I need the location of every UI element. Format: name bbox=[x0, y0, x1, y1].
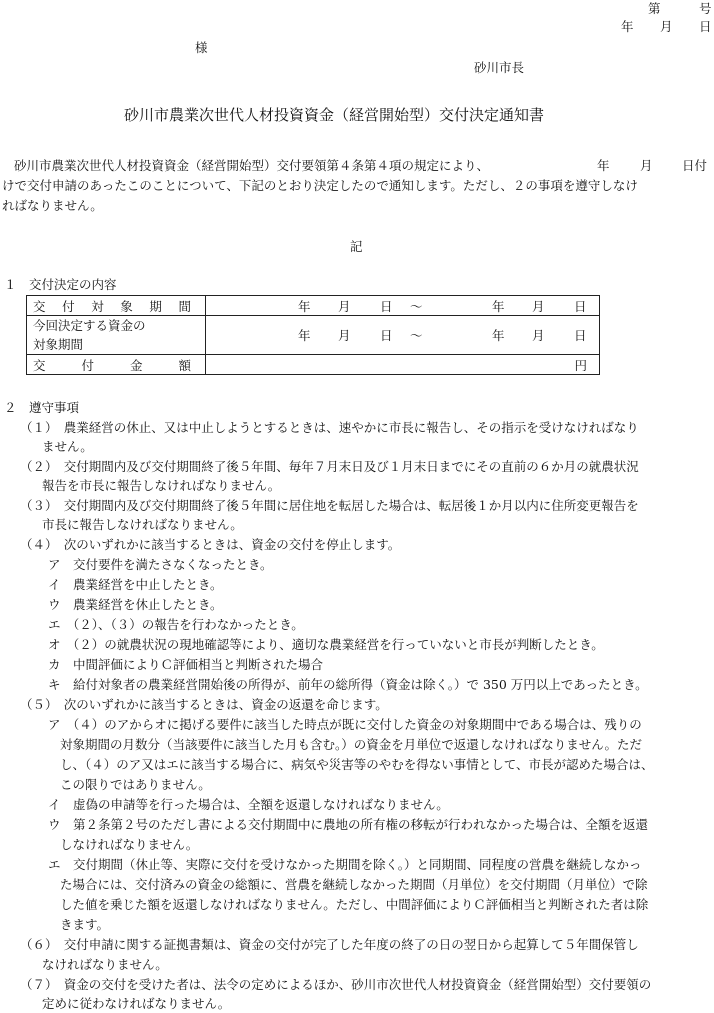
date-nen: 年 bbox=[621, 19, 634, 34]
label-cell bbox=[27, 355, 206, 375]
section1-heading: １ 交付決定の内容 bbox=[4, 277, 117, 292]
date-nichi: 日 bbox=[699, 19, 712, 34]
nichi-to: 日 bbox=[574, 298, 587, 314]
nen-from: 年 bbox=[298, 328, 311, 343]
rule-line: し、（４）のア又はエに該当する場合に、病気や災害等のやむを得ない事情として、市長が認めた場合は、 bbox=[60, 757, 654, 772]
gatsu-from: 月 bbox=[338, 328, 351, 343]
label-char: 金 bbox=[129, 357, 143, 373]
rule-line: ません。 bbox=[42, 439, 93, 454]
nen-to: 年 bbox=[492, 328, 505, 343]
label-char: 期 bbox=[149, 298, 162, 314]
rule-line: オ （２）の就農状況の現地確認等により、適切な農業経営を行っていないと市長が判断したとき。 bbox=[48, 637, 604, 652]
rule-line: た場合には、交付済みの資金の総額に、営農を継続しなかった期間（月単位）を交付期間（月単位）で除 bbox=[60, 877, 648, 892]
gatsu-to: 月 bbox=[532, 328, 545, 343]
label-char: 付 bbox=[62, 298, 75, 314]
rule-line: （７） 資金の交付を受けた者は、法令の定めによるほか、砂川市次世代人材投資資金（経営開始型）交付要領の bbox=[20, 977, 652, 992]
intro-gatsu: 月 bbox=[640, 158, 653, 173]
nen-from: 年 bbox=[298, 298, 311, 314]
label-char: 交 bbox=[33, 298, 46, 314]
rule-line: した値を乗じた額を返還しなければなりません。ただし、中間評価によりＣ評価相当と判断された者は除 bbox=[60, 897, 649, 912]
label-cell bbox=[27, 316, 206, 355]
label-char: 間 bbox=[178, 298, 191, 314]
document-title: 砂川市農業次世代人材投資資金（経営開始型）交付決定通知書 bbox=[124, 106, 545, 124]
rule-line: きます。 bbox=[60, 917, 110, 932]
rule-line: カ 中間評価によりＣ評価相当と判断された場合 bbox=[48, 657, 324, 672]
label-char: 交 bbox=[33, 357, 46, 373]
rule-line: エ （２）、（３）の報告を行わなかったとき。 bbox=[48, 617, 304, 632]
yen-unit: 円 bbox=[574, 357, 587, 373]
label-char: 象 bbox=[120, 298, 133, 314]
table-row bbox=[27, 296, 600, 316]
rule-line: 定めに従わなければなりません。 bbox=[42, 996, 231, 1011]
ki-marker: 記 bbox=[350, 239, 363, 254]
rule-line: （１） 農業経営の休止、又は中止しようとするときは、速やかに市長に報告し、その指示を受けなければなり bbox=[20, 420, 639, 435]
gatsu-from: 月 bbox=[338, 298, 351, 314]
number-dai: 第 bbox=[648, 1, 661, 16]
rule-line: 報告を市長に報告しなければなりません。 bbox=[42, 478, 281, 493]
nichi-from: 日 bbox=[380, 298, 393, 314]
intro-nichi: 日付 bbox=[682, 158, 708, 173]
gatsu-to: 月 bbox=[532, 298, 545, 314]
addressee-sama: 様 bbox=[195, 40, 208, 55]
range-tilde: ～ bbox=[410, 328, 423, 343]
rule-line: イ 農業経営を中止したとき。 bbox=[48, 577, 223, 592]
rule-line: （３） 交付期間内及び交付期間終了後５年間に居住地を転居した場合は、転居後１か月以内に住所変更報告を bbox=[20, 498, 639, 513]
rule-line: ウ 農業経営を休止したとき。 bbox=[48, 597, 223, 612]
intro-line-1: 砂川市農業次世代人材投資資金（経営開始型）交付要領第４条第４項の規定により、 bbox=[14, 158, 490, 173]
rule-line: 対象期間の月数分（当該要件に該当した月も含む。）の資金を月単位で返還しなければなりません。ただ bbox=[60, 737, 643, 752]
label-char: 対 bbox=[91, 298, 104, 314]
rule-line: （２） 交付期間内及び交付期間終了後５年間、毎年７月末日及び１月末日までにその直前の６か月の就農状況 bbox=[20, 459, 639, 474]
label-line: 今回決定する資金の bbox=[33, 318, 146, 333]
date-gatsu: 月 bbox=[660, 19, 673, 34]
nichi-to: 日 bbox=[574, 328, 587, 343]
label-char: 付 bbox=[81, 357, 94, 373]
rule-line: （５） 次のいずれかに該当するときは、資金の返還を命じます。 bbox=[20, 697, 388, 712]
section2-heading: ２ 遵守事項 bbox=[4, 400, 80, 415]
nen-to: 年 bbox=[492, 298, 505, 314]
amount-cell bbox=[206, 355, 600, 375]
intro-line-2: けで交付申請のあったこのことについて、下記のとおり決定したので通知します。ただし、２の事項を遵守しなけ bbox=[2, 178, 638, 193]
rule-line: ウ 第２条第２号のただし書による交付期間中に農地の所有権の移転が行われなかった場合は、全額を返還 bbox=[48, 817, 649, 832]
period-cell bbox=[206, 316, 600, 355]
label-cell bbox=[27, 296, 206, 316]
table-row bbox=[27, 316, 600, 355]
range-tilde: ～ bbox=[410, 298, 423, 314]
period-cell bbox=[206, 296, 600, 316]
nichi-from: 日 bbox=[380, 328, 393, 343]
rule-line: なければなりません。 bbox=[42, 957, 168, 972]
label-line: 対象期間 bbox=[33, 337, 84, 352]
rule-line: キ 給付対象者の農業経営開始後の所得が、前年の総所得（資金は除く。）で 350 万円以上であったとき。 bbox=[48, 677, 648, 692]
decision-table bbox=[26, 295, 600, 375]
label-char: 額 bbox=[178, 357, 191, 373]
rule-line: しなければなりません。 bbox=[60, 837, 199, 852]
rule-line: イ 虚偽の申請等を行った場合は、全額を返還しなければなりません。 bbox=[48, 797, 449, 812]
number-go: 号 bbox=[699, 1, 712, 16]
rule-line: この限りではありません。 bbox=[60, 777, 211, 792]
rule-line: ア （４）のアからオに掲げる要件に該当した時点が既に交付した資金の対象期間中である場合は、残りの bbox=[48, 717, 642, 732]
rule-line: （６） 交付申請に関する証拠書類は、資金の交付が完了した年度の終了の日の翌日から起算して５年間保管し bbox=[20, 937, 639, 952]
intro-line-3: ればなりません。 bbox=[2, 198, 103, 213]
rule-line: （４） 次のいずれかに該当するときは、資金の交付を停止します。 bbox=[20, 537, 401, 552]
rule-line: 市長に報告しなければなりません。 bbox=[42, 517, 243, 532]
intro-nen: 年 bbox=[597, 158, 610, 173]
rule-line: エ 交付期間（休止等、実際に交付を受けなかった期間を除く。）と同期間、同程度の営農を継続しなかっ bbox=[48, 857, 642, 872]
issuer-name: 砂川市長 bbox=[474, 60, 525, 75]
table-row bbox=[27, 355, 600, 375]
rule-line: ア 交付要件を満たさなくなったとき。 bbox=[48, 557, 273, 572]
